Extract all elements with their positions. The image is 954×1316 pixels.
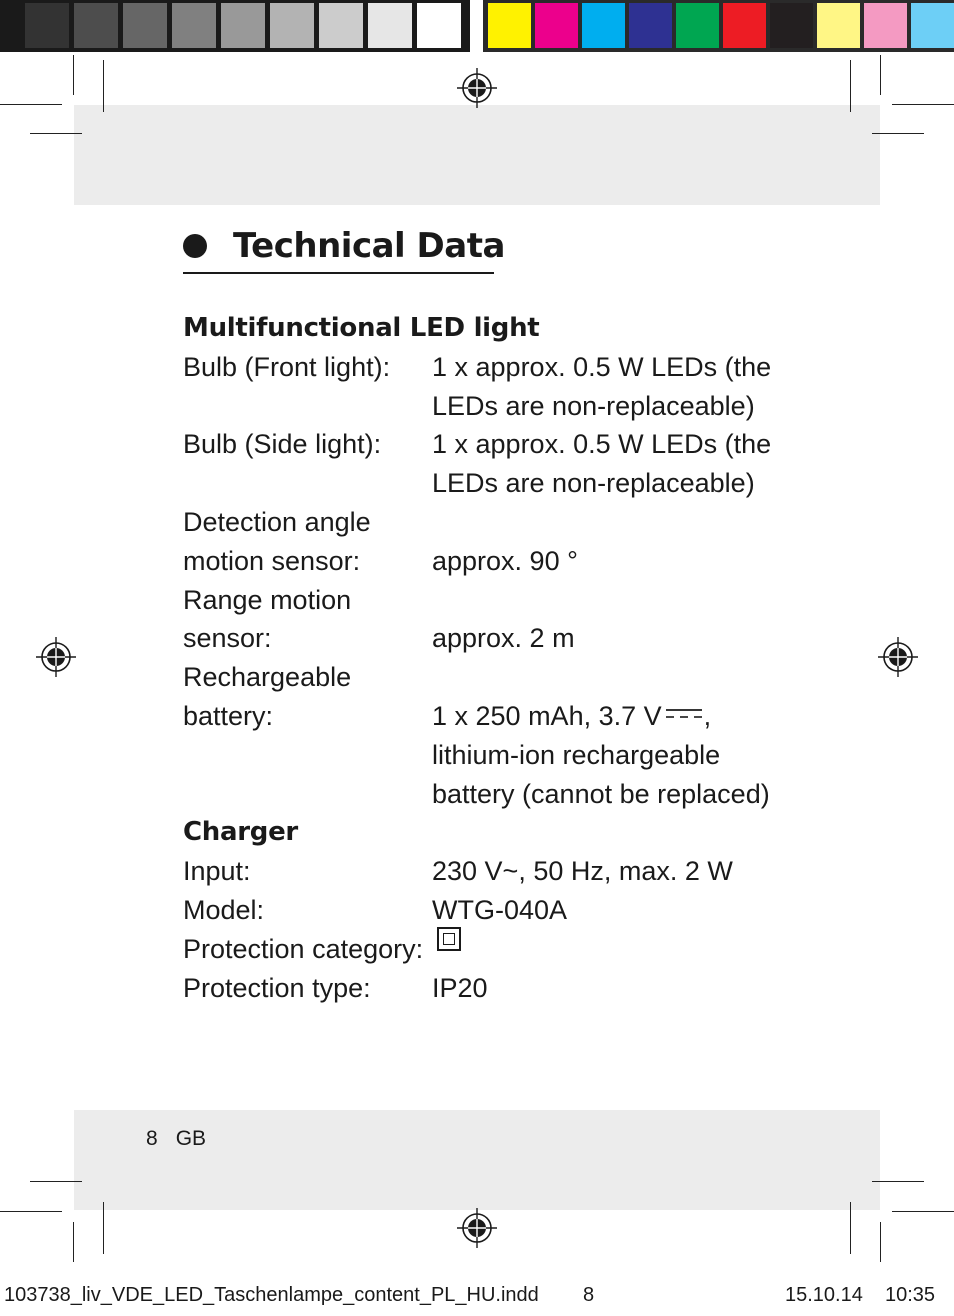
spec-value: approx. 90 ° [432,545,578,576]
battery-value-comma: , [703,700,712,731]
spec-row-input [183,852,803,891]
slug-filename: 103738_liv_VDE_LED_Taschenlampe_content_PL_HU.indd [4,1284,539,1306]
slug-page: 8 [583,1284,595,1306]
color-swatch [488,3,531,48]
spec-value: WTG-040A [432,894,568,925]
spec-label: Rechargeable [183,662,352,693]
page-number: 8 [146,1127,158,1150]
grey-swatch [25,3,69,48]
grey-swatch [74,3,118,48]
spec-value: 230 V~, 50 Hz, max. 2 W [432,856,733,887]
registration-mark-icon [457,1208,497,1248]
spec-row-bulb-side [183,425,803,464]
slug-date: 15.10.14 [785,1284,863,1306]
spec-label: Protection category: [183,933,424,964]
color-swatch [723,3,766,48]
spec-label: Bulb (Front light): [183,351,391,382]
language-code: GB [175,1127,207,1150]
crop-mark [880,55,881,95]
spec-value: approx. 2 m [432,623,575,654]
grey-swatch [172,3,216,48]
grey-calibration-bar [0,0,470,52]
registration-mark-icon [878,637,918,677]
spec-row-continuation [183,387,803,426]
crop-mark [850,1202,851,1254]
spec-row-range-2 [183,619,803,658]
color-swatch [770,3,813,48]
crop-mark [872,133,924,134]
technical-data-content [183,309,803,1007]
color-swatch [817,3,860,48]
battery-value-text: 1 x 250 mAh, 3.7 V [432,700,662,731]
spec-row-battery-2 [183,697,803,736]
direct-current-icon [666,706,702,722]
color-swatch [629,3,672,48]
spec-value: lithium-ion rechargeable [432,739,721,770]
grey-swatch [270,3,314,48]
color-calibration-bar [483,0,954,52]
page-footer [146,1127,206,1151]
spec-label: Input: [183,856,251,887]
grey-swatch [0,3,20,48]
registration-mark-icon [36,637,76,677]
grey-swatch [221,3,265,48]
spec-row-range [183,581,803,620]
spec-label: Detection angle [183,506,371,537]
spec-value: 1 x approx. 0.5 W LEDs (the [432,351,772,382]
spec-label: Model: [183,894,265,925]
spec-value: 1 x approx. 0.5 W LEDs (the [432,429,772,460]
spec-label: motion sensor: [183,545,361,576]
heading-underline [183,272,494,274]
grey-swatch [123,3,167,48]
top-grey-band [74,105,880,205]
spec-value: IP20 [432,972,488,1003]
crop-mark [872,1181,924,1182]
color-swatch [911,3,954,48]
spec-row-continuation [183,736,803,775]
spec-row-bulb-front [183,348,803,387]
crop-mark [880,1222,881,1262]
spec-label: sensor: [183,623,272,654]
page-title: Technical Data [233,226,505,266]
spec-row-detection-angle-2 [183,542,803,581]
grey-swatch [417,3,461,48]
charger-section-title: Charger [183,817,298,848]
spec-label: Bulb (Side light): [183,429,382,460]
crop-mark [103,60,104,112]
spec-value: LEDs are non-replaceable) [432,468,755,499]
spec-value [432,697,803,736]
spec-row-protection-type [183,969,803,1008]
color-swatch [535,3,578,48]
spec-row-battery [183,658,803,697]
spec-label: battery: [183,700,274,731]
crop-mark [892,104,954,105]
crop-mark [30,133,82,134]
spec-value: LEDs are non-replaceable) [432,390,755,421]
spec-row-protection-category [183,930,803,969]
color-swatch [676,3,719,48]
crop-mark [73,1222,74,1262]
registration-mark-icon [457,68,497,108]
grey-swatch [368,3,412,48]
bottom-grey-band [74,1110,880,1210]
section-heading [183,226,505,266]
spec-value: battery (cannot be replaced) [432,778,770,809]
crop-mark [30,1181,82,1182]
color-swatch [864,3,907,48]
grey-swatch [319,3,363,48]
spec-label: Protection type: [183,972,371,1003]
protection-class-ii-icon [437,927,461,951]
led-section-title: Multifunctional LED light [183,313,540,343]
crop-mark [0,104,62,105]
spec-label: Range motion [183,584,352,615]
spec-row-continuation [183,775,803,814]
spec-row-continuation [183,464,803,503]
crop-mark [73,55,74,95]
spec-row-detection-angle [183,503,803,542]
crop-mark [0,1211,62,1212]
crop-mark [103,1202,104,1254]
slug-time: 10:35 [885,1284,936,1306]
crop-mark [892,1211,954,1212]
crop-mark [850,60,851,112]
bullet-circle-icon [183,234,207,258]
spec-row-model [183,891,803,930]
color-swatch [582,3,625,48]
